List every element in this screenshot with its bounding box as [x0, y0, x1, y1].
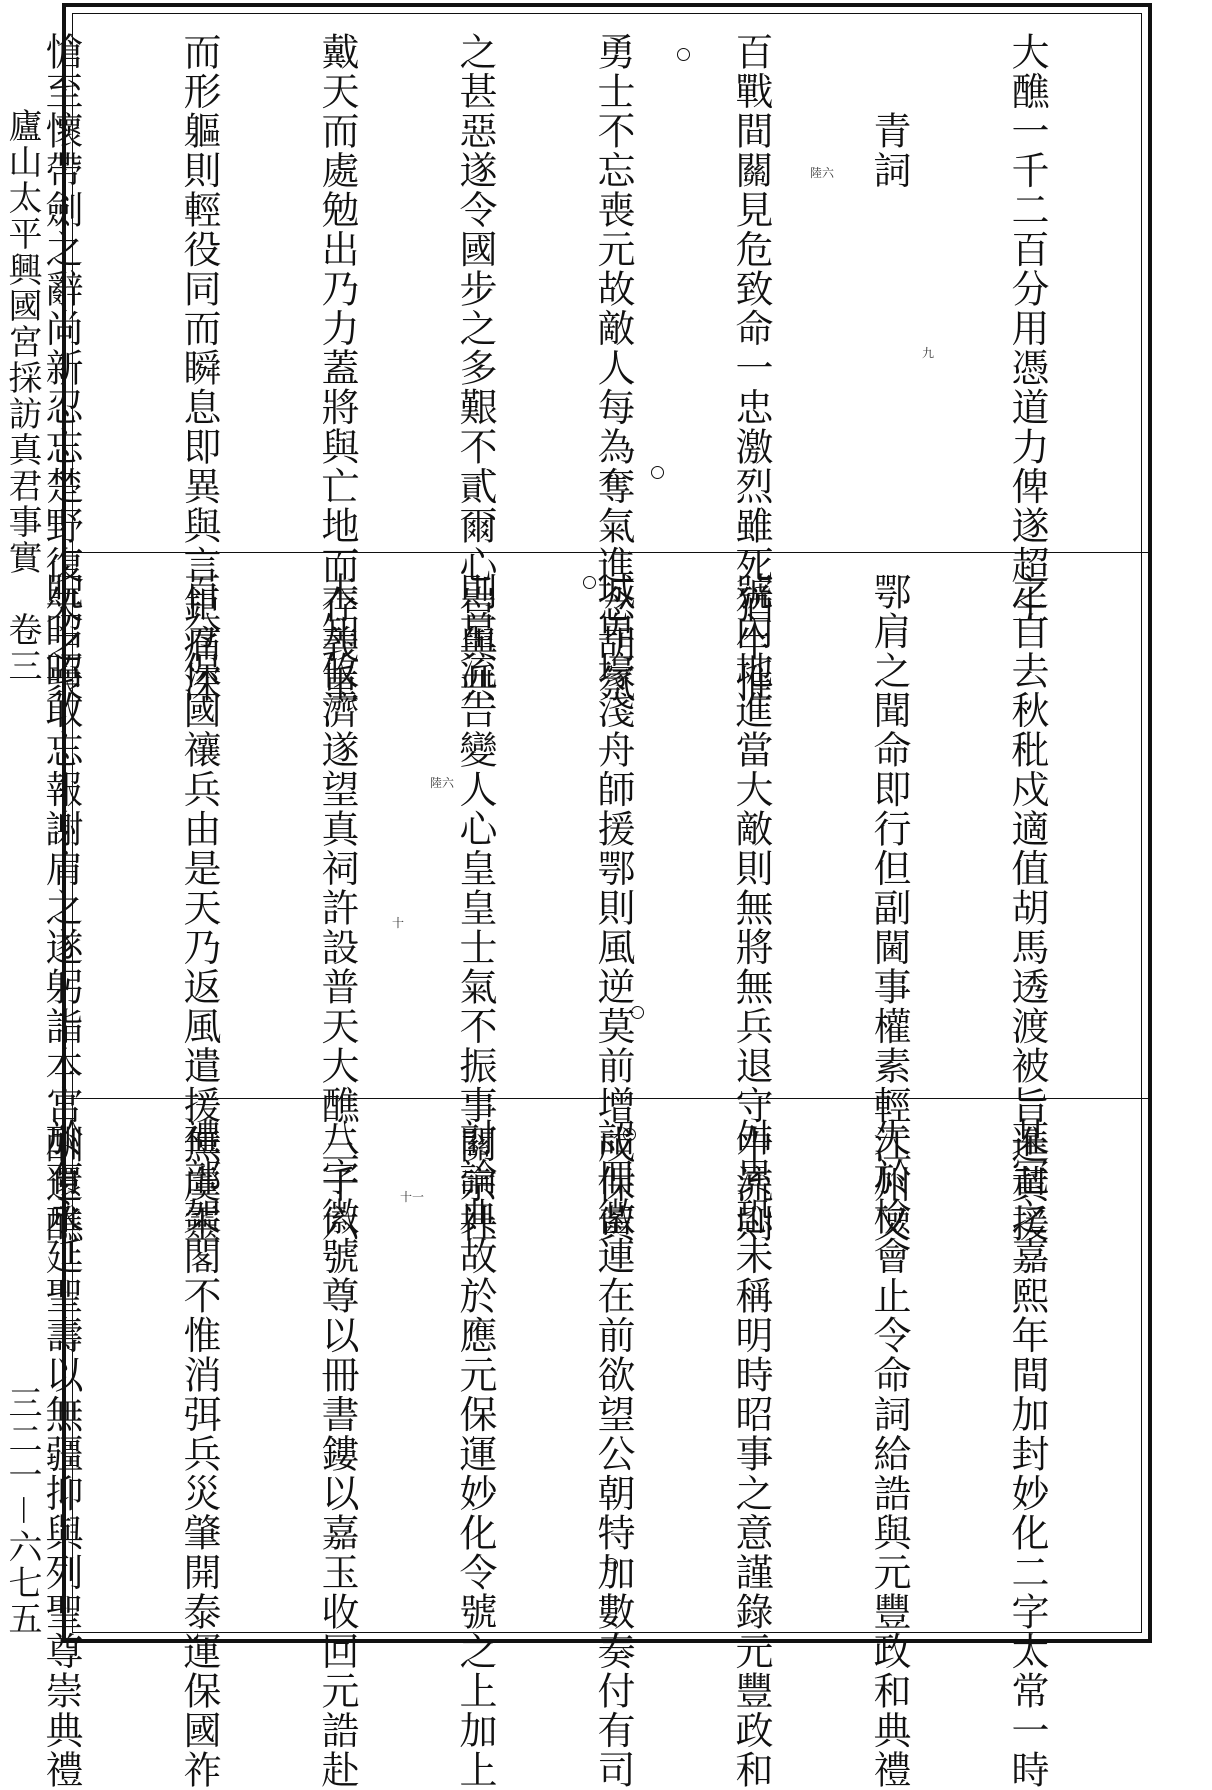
- text-column: 之甚惡遂令國步之多艱不貳爾心豈與共: [453, 32, 497, 704]
- text-column: 禮部架閣不惟消弭兵災肇開泰運保國祚: [177, 1118, 221, 1790]
- text-columns: [39, 1118, 1142, 1790]
- text-column: 百分保國禳兵由是天乃返風遣援無虞靈: [177, 572, 221, 1244]
- text-column: 大醮一千二百分用憑道力俾遂超生: [1005, 32, 1049, 625]
- text-column: 而形軀則輕役同而瞬息即異與言鉅痛深: [177, 32, 221, 704]
- text-column: 鄂肩之聞命即行但副閫事權素輕江州又: [867, 572, 911, 1244]
- text-column: 失於檢會止令命詞給誥與元豐政和典禮: [867, 1118, 911, 1790]
- text-column: 討論典故於應元保運妙化令號之上加上: [453, 1118, 497, 1790]
- marginal-note: 九: [921, 346, 934, 360]
- text-column: 於有永延聖壽以無疆抑與列聖尊崇典禮: [39, 1118, 83, 1790]
- text-column: 之自去秋秕戍適值胡馬透渡被旨進黃援: [1005, 572, 1049, 1244]
- side-title: 廬山太平興國宮採訪真君事實 卷三: [2, 108, 42, 684]
- text-column: 愴至懷帶劍之辭尚新忍忘楚野復矢之衆: [39, 32, 83, 704]
- marginal-note: 陸六: [809, 166, 834, 180]
- text-column: 百戰間關見危致命一忠激烈雖死猶生惟: [729, 32, 773, 704]
- text-columns: [39, 32, 1142, 704]
- text-column: 某冠之嘉熙年間加封妙化二字太常一時: [1005, 1118, 1049, 1790]
- circle-mark: [623, 1128, 636, 1141]
- text-column: 詔冊徽連在前欲望公朝特加數奏付有司: [591, 1118, 635, 1790]
- text-column: 舛異恐未稱明時昭事之意謹錄元豐政和: [729, 1118, 773, 1790]
- text-column: 貺昭昭敢忘報謝肩之遂躬詣本宮酬還醮: [39, 572, 83, 1244]
- text-column: 勇士不忘喪元故敵人每為奪氣進念胡氛: [591, 32, 635, 704]
- text-column: 號內地進當大敵則無將無兵退守中流則: [729, 572, 773, 1244]
- marginal-note: 十一: [399, 1190, 424, 1204]
- text-column: 未知攸濟遂望真祠許設普天大醮三千六: [315, 572, 359, 1244]
- text-column: 八字徽號尊以冊書鏤以嘉玉收回元誥赴: [315, 1118, 359, 1790]
- text-column: 青詞: [867, 32, 911, 190]
- circle-mark: [651, 466, 664, 479]
- text-band-3: [39, 1100, 1142, 1790]
- side-page-number: 三二一－六七五: [2, 1385, 42, 1637]
- circle-mark: [583, 576, 596, 589]
- marginal-note: 十: [391, 916, 404, 930]
- text-column: 城卑壕淺舟師援鄂則風逆莫前增戍保黃: [591, 572, 635, 1244]
- text-band-1: [39, 14, 1142, 704]
- circle-mark: [631, 1006, 644, 1019]
- text-column: 戴天而處勉出乃力蓋將與亡地而存義重: [315, 32, 359, 704]
- circle-mark: [605, 1558, 618, 1571]
- marginal-note: 陸六: [429, 776, 454, 790]
- circle-mark: [677, 48, 690, 61]
- text-column: 則星流告變人心皇皇士氣不振事關宗社: [453, 572, 497, 1244]
